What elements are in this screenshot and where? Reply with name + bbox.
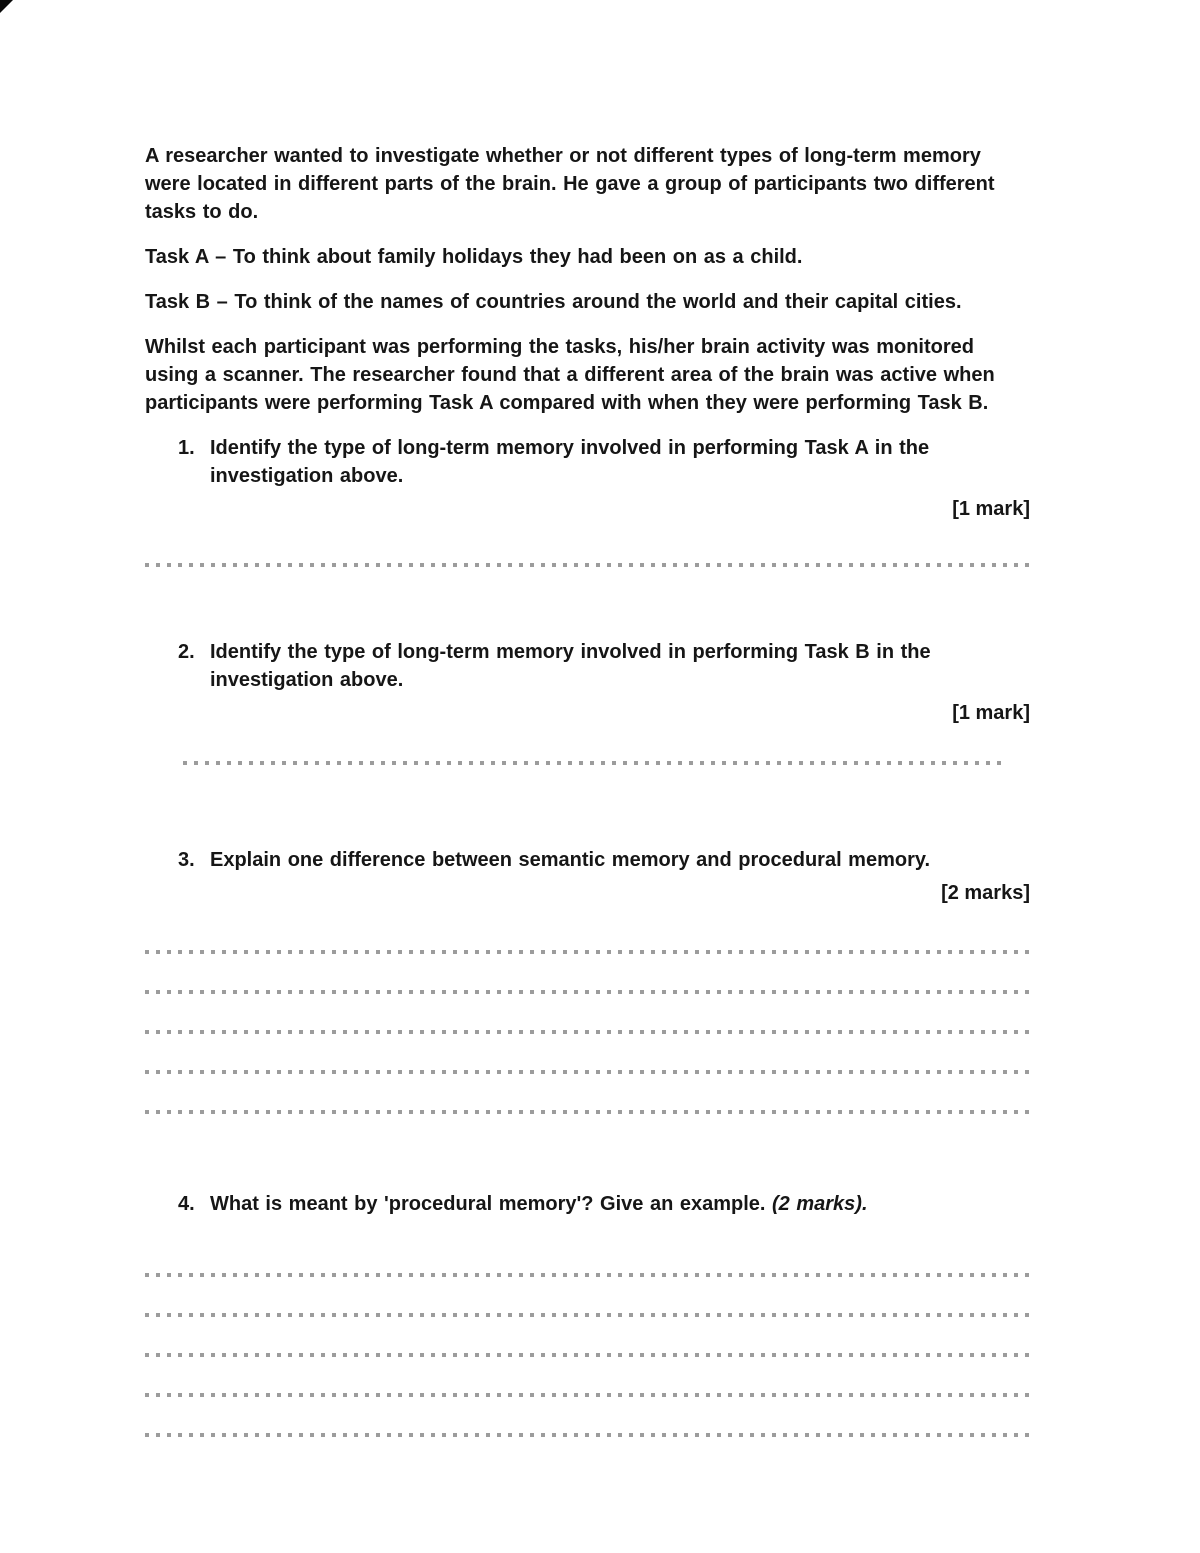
question-3-marks: [2 marks] [941, 882, 1030, 904]
question-1 [145, 434, 1030, 567]
question-4-text [210, 1190, 1030, 1218]
scan-corner-artifact [0, 0, 13, 13]
answer-line[interactable] [145, 1070, 1030, 1074]
answer-line[interactable] [145, 1273, 1030, 1277]
intro-paragraph: A researcher wanted to investigate whether or not different types of long-term memory were located in different parts of the brain. He gave a group of participants two different tasks to do. [145, 145, 995, 223]
answer-line[interactable] [145, 950, 1030, 954]
question-3-text: Explain one difference between semantic memory and procedural memory. [210, 849, 931, 871]
question-3-number: 3. [178, 849, 195, 871]
answer-line[interactable] [145, 563, 1030, 567]
task-a-line: Task A – To think about family holidays they had been on as a child. [145, 246, 803, 268]
question-4-text-main: What is meant by 'procedural memory'? Give an example. [210, 1193, 766, 1215]
question-1-text: Identify the type of long-term memory involved in performing Task A in the investigation above. [210, 437, 930, 487]
question-1-marks: [1 mark] [952, 498, 1030, 520]
answer-line[interactable] [145, 990, 1030, 994]
answer-line[interactable] [145, 1433, 1030, 1437]
answer-line[interactable] [145, 1110, 1030, 1114]
question-4 [145, 1190, 1030, 1437]
question-2 [145, 638, 1030, 765]
question-1-number: 1. [178, 437, 195, 459]
answer-line[interactable] [183, 761, 1002, 765]
method-paragraph: Whilst each participant was performing the tasks, his/her brain activity was monitored using a scanner. The researcher found that a different area of the brain was active when participants were performing Task A compared with when they were performing Task B. [145, 336, 995, 414]
question-3 [145, 846, 1030, 1114]
question-2-marks: [1 mark] [952, 702, 1030, 724]
answer-line[interactable] [145, 1353, 1030, 1357]
answer-line[interactable] [145, 1393, 1030, 1397]
task-b-line: Task B – To think of the names of countries around the world and their capital cities. [145, 291, 962, 313]
question-2-number: 2. [178, 641, 195, 663]
answer-line[interactable] [145, 1030, 1030, 1034]
question-4-number: 4. [178, 1193, 195, 1215]
answer-line[interactable] [145, 1313, 1030, 1317]
question-2-text: Identify the type of long-term memory involved in performing Task B in the investigation above. [210, 641, 931, 691]
question-4-inline-marks: (2 marks). [765, 1193, 868, 1215]
